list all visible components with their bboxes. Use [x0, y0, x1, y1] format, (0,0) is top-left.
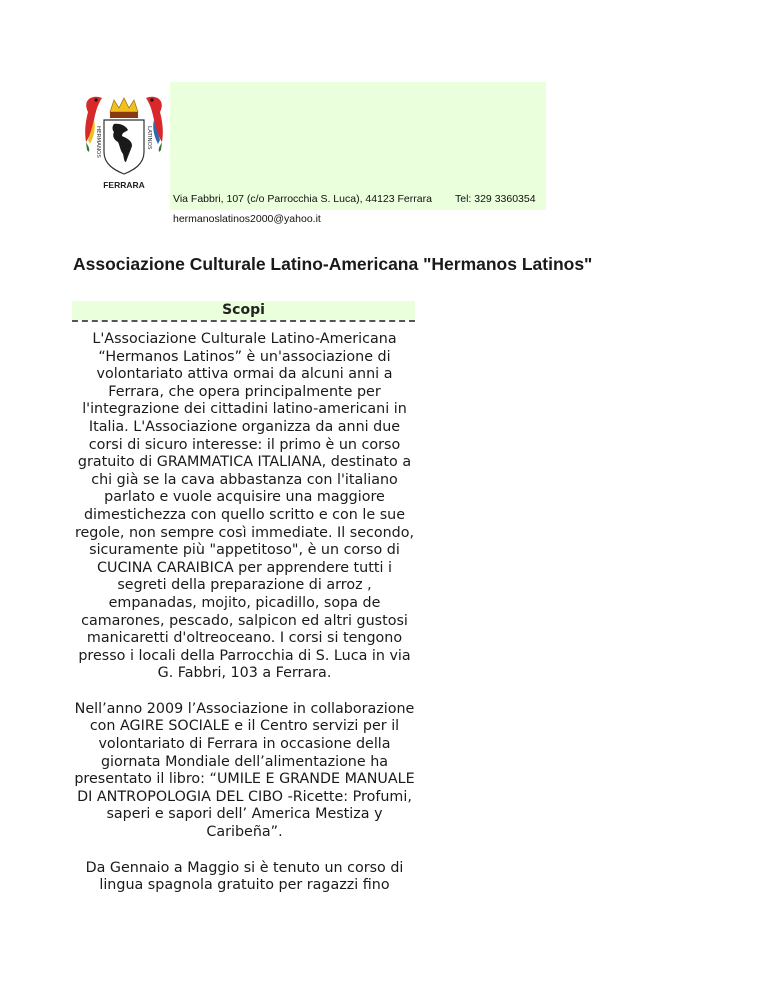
section-title: Scopi — [222, 302, 265, 318]
header-banner — [170, 82, 546, 210]
paragraph: L'Associazione Culturale Latino-Americana “Hermanos Latinos” è un'associazione di volontariato attiva ormai da alcuni anni a Ferrara, che opera principalmente per l'integrazione dei cittadini latino-americani in Italia. L'Associazione organizza da anni due corsi di sicuro interesse: il primo è un corso gratuito di GRAMMATICA ITALIANA, destinato a chi già se la cava abbastanza con l'italiano parlato e vuole acquisire una maggiore dimestichezza con quello scritto e con le sue regole, non sempre così immediate. Il secondo, sicuramente più "appetitoso", è un corso di CUCINA CARAIBICA per apprendere tutti i segreti della preparazione di arroz , empanadas, mojito, picadillo, sopa de camarones, pescado, salpicon ed altri gustosi manicaretti d'oltreoceano. I corsi si tengono presso i locali della Parrocchia di S. Luca in via G. Fabbri, 103 a Ferrara. — [74, 331, 415, 682]
phone-text: Tel: 329 3360354 — [455, 193, 536, 205]
logo-left-letters: HERMANOS — [95, 126, 101, 158]
association-logo — [78, 90, 170, 192]
article-body — [72, 331, 417, 913]
email-link[interactable]: hermanoslatinos2000@yahoo.it — [173, 213, 321, 225]
paragraph: Da Gennaio a Maggio si è tenuto un corso di lingua spagnola gratuito per ragazzi fino — [85, 859, 404, 894]
paragraph: Nell’anno 2009 l’Associazione in collaborazione con AGIRE SOCIALE e il Centro servizi per il volontariato di Ferrara in occasione della giornata Mondiale dell’alimentazione ha presentato il libro: “UMILE E GRANDE MANUALE DI ANTROPOLOGIA DEL CIBO -Ricette: Profumi, saperi e sapori dell’ America Mestiza y Caribeña”. — [74, 700, 415, 841]
page-title: Associazione Culturale Latino-Americana "Hermanos Latinos" — [73, 254, 593, 274]
logo-right-letters: LATINOS — [146, 126, 152, 150]
crown-icon — [110, 98, 138, 118]
address-text: Via Fabbri, 107 (c/o Parrocchia S. Luca), 44123 Ferrara — [173, 193, 432, 205]
logo-city-label: FERRARA — [103, 180, 145, 190]
section-divider — [72, 320, 415, 322]
